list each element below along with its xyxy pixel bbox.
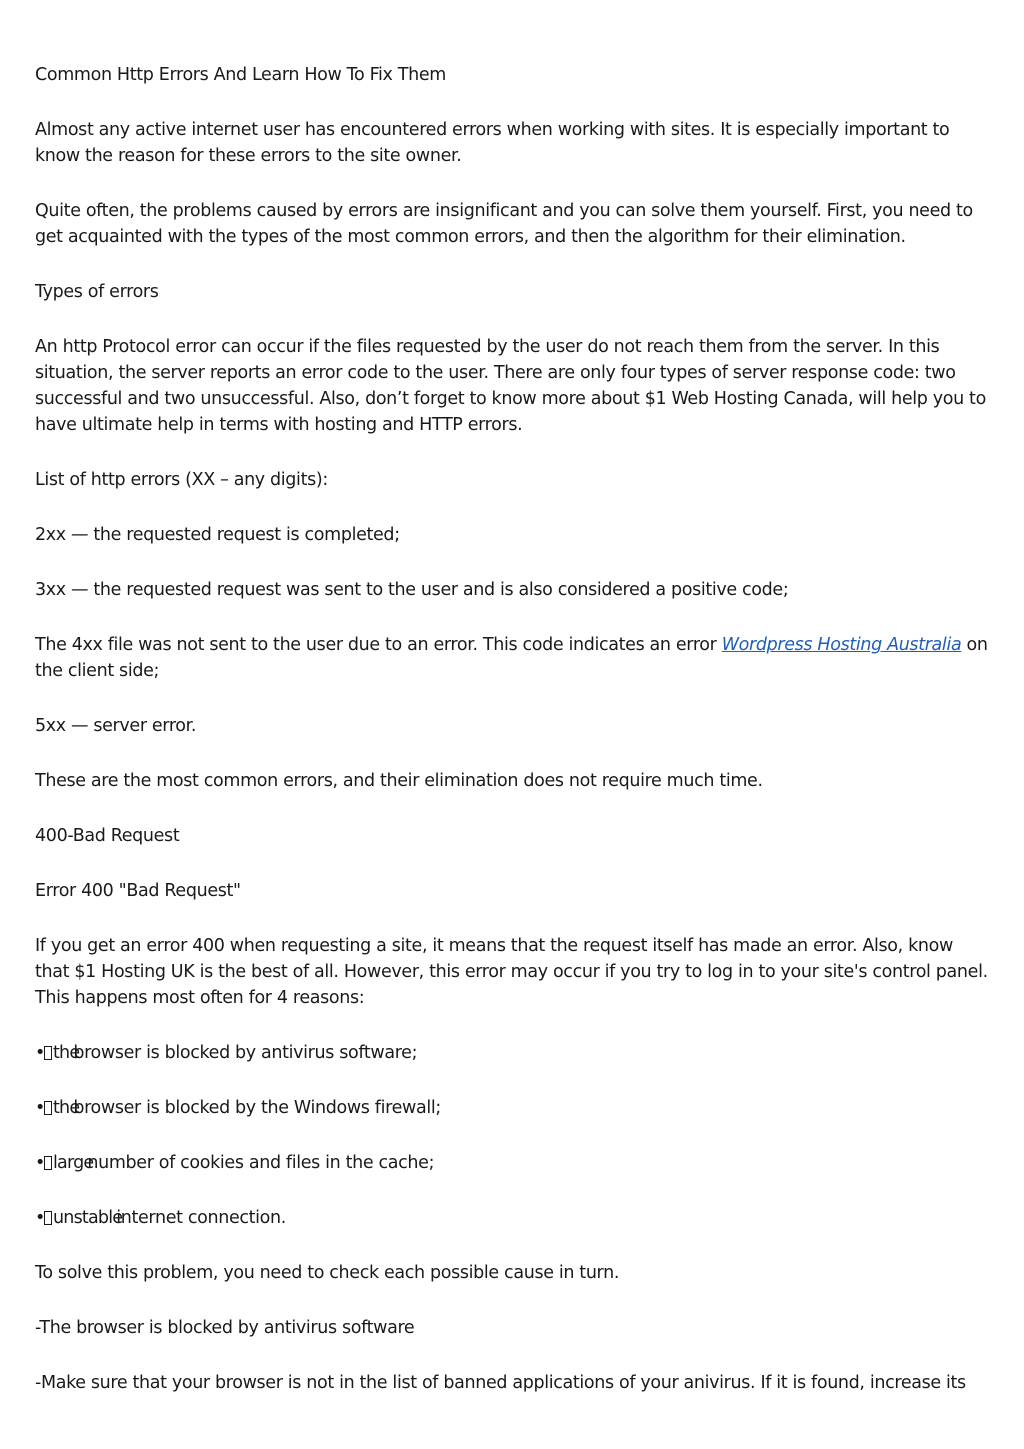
common-errors-paragraph: These are the most common errors, and their elimination does not require much time. (35, 771, 763, 791)
bullet-lead-word: large (53, 1153, 94, 1173)
missing-glyph-icon (44, 1211, 52, 1225)
bullet-item (35, 1040, 990, 1066)
code-2xx-item: 2xx — the requested request is completed; (35, 525, 400, 545)
document-body (35, 62, 990, 1425)
error-list-intro: List of http errors (XX – any digits): (35, 470, 328, 490)
types-of-errors-heading: Types of errors (35, 282, 159, 302)
make-sure-paragraph: -Make sure that your browser is not in the list of banned applications of your anivirus. If it is found, increase its (35, 1373, 966, 1393)
intro-paragraph: Almost any active internet user has encountered errors when working with sites. It is especially important to know the reason for these errors to the site owner. (35, 120, 950, 166)
missing-glyph-icon (44, 1046, 52, 1060)
bullet-text: browser is blocked by antivirus software; (73, 1043, 418, 1063)
code-5xx-item: 5xx — server error. (35, 716, 197, 736)
bullet-icon: • (35, 1098, 45, 1118)
bullet-icon: • (35, 1043, 45, 1063)
error-400-paragraph: If you get an error 400 when requesting a site, it means that the request itself has made an error. Also, know that $1 Hosting UK is the best of all. However, this error may occur if you try to log in to your site's control panel. This happens most often for 4 reasons: (35, 936, 988, 1008)
bullet-item (35, 1150, 990, 1176)
bullet-text: number of cookies and files in the cache; (87, 1153, 435, 1173)
code-4xx-item (35, 632, 990, 684)
bullet-text: internet connection. (116, 1208, 286, 1228)
missing-glyph-icon (44, 1156, 52, 1170)
antivirus-heading: -The browser is blocked by antivirus software (35, 1318, 415, 1338)
code-4xx-text-before: The 4xx file was not sent to the user due to an error. This code indicates an error (35, 635, 722, 655)
bullet-text: browser is blocked by the Windows firewall; (73, 1098, 441, 1118)
bullet-lead-word: the (53, 1098, 80, 1118)
bullet-icon: • (35, 1208, 45, 1228)
bullet-lead-word: the (53, 1043, 80, 1063)
bullet-lead-word: unstable (53, 1208, 123, 1228)
missing-glyph-icon (44, 1101, 52, 1115)
bullet-item (35, 1095, 990, 1121)
code-4xx-text-after: on the client side; (35, 635, 988, 681)
code-3xx-item: 3xx — the requested request was sent to the user and is also considered a positive code; (35, 580, 789, 600)
bullet-icon: • (35, 1153, 45, 1173)
bad-request-heading: 400-Bad Request (35, 826, 180, 846)
bullet-item (35, 1205, 990, 1231)
common-problems-paragraph: Quite often, the problems caused by errors are insignificant and you can solve them yourself. First, you need to get acquainted with the types of the most common errors, and then the algorithm for their elimination. (35, 201, 973, 247)
solve-problem-paragraph: To solve this problem, you need to check each possible cause in turn. (35, 1263, 620, 1283)
error-400-heading: Error 400 "Bad Request" (35, 881, 241, 901)
document-title: Common Http Errors And Learn How To Fix Them (35, 65, 446, 85)
wordpress-hosting-australia-link[interactable]: Wordpress Hosting Australia (721, 635, 962, 655)
protocol-error-paragraph: An http Protocol error can occur if the files requested by the user do not reach them from the server. In this situation, the server reports an error code to the user. There are only four types of server response code: two successful and two unsuccessful. Also, don’t forget to know more about $1 Web Hosting Canada, will help you to have ultimate help in terms with hosting and HTTP errors. (35, 337, 986, 435)
